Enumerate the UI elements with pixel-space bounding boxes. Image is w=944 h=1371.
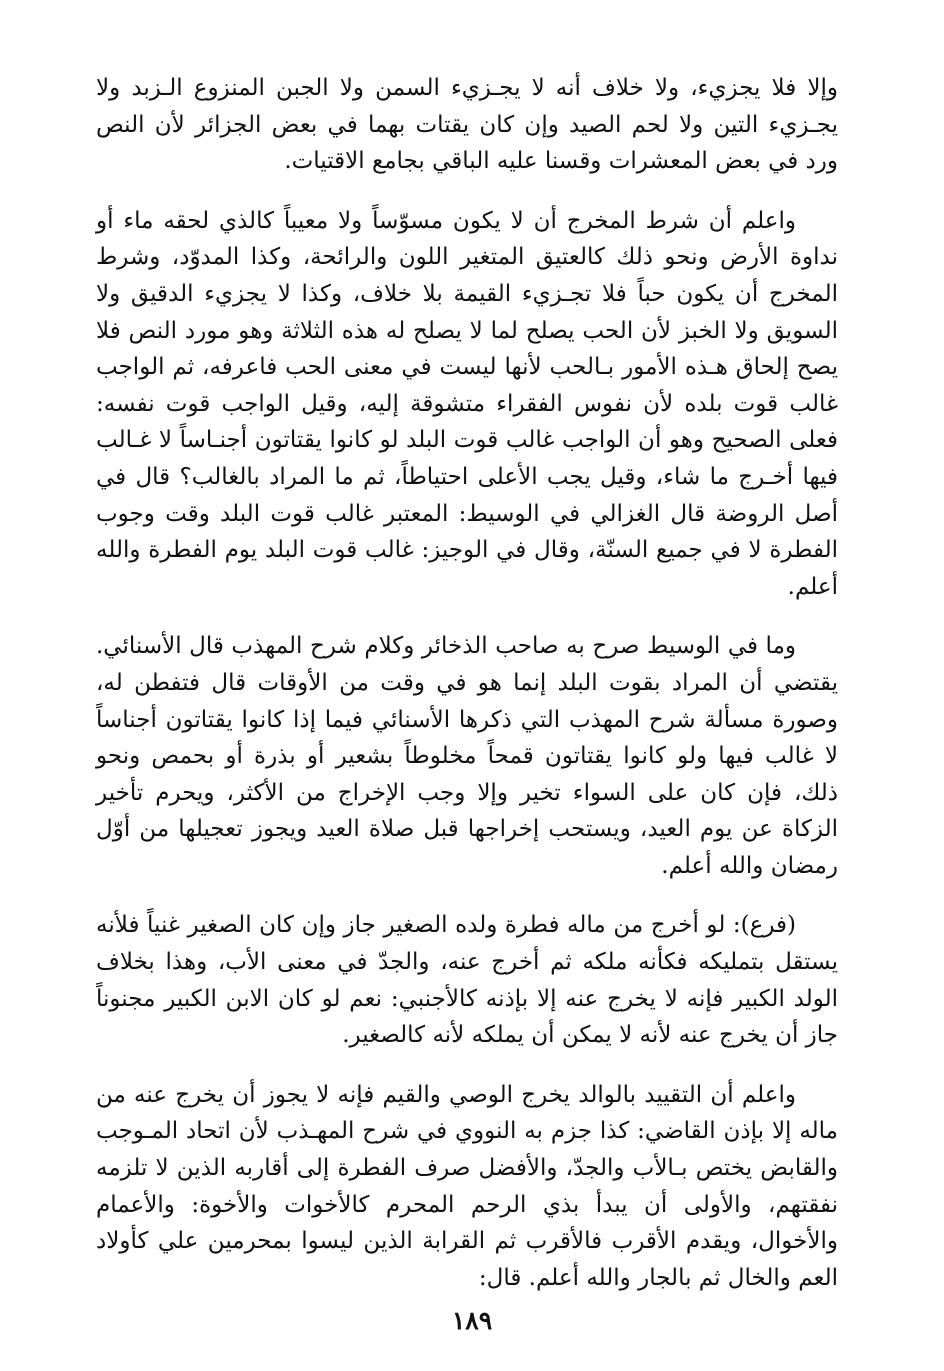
page-body-text	[96, 70, 838, 1321]
paragraph: وما في الوسيط صرح به صاحب الذخائر وكلام شرح المهذب قال الأسنائي. يقتضي أن المراد بقوت البلد إنما هو في وقت من الأوقات قال فتفطن له، وصورة مسألة شرح المهذب التي ذكرها الأسنائي فيما إذا كانوا يقتاتون أجناساً لا غالب فيها ولو كانوا يقتاتون قمحاً مخلوطاً بشعير أو بذرة أو بحمص ونحو ذلك، فإن كان على السواء تخير وإلا وجب الإخراج من الأكثر، ويحرم تأخير الزكاة عن يوم العيد، ويستحب إخراجها قبل صلاة العيد ويجوز تعجيلها من أوّل رمضان والله أعلم.	[96, 633, 838, 879]
paragraph: واعلم أن شرط المخرج أن لا يكون مسوّساً ولا معيباً كالذي لحقه ماء أو نداوة الأرض ونحو ذلك كالعتيق المتغير اللون والرائحة، وكذا المدوّد، وشرط المخرج أن يكون حباً فلا تجـزيء القيمة بلا خلاف، وكذا لا يجزيء الدقيق ولا السويق ولا الخبز لأن الحب يصلح لما لا يصلح له هذه الثلاثة وهو مورد النص فلا يصح إلحاق هـذه الأمور بـالحب لأنها ليست في معنى الحب فاعرفه، ثم الواجب غالب قوت بلده لأن نفوس الفقراء متشوقة إليه، وقيل الواجب قوت نفسه: فعلى الصحيح وهو أن الواجب غالب قوت البلد لو كانوا يقتاتون أجنـاساً لا غـالب فيها أخـرج ما شاء، وقيل يجب الأعلى احتياطاً، ثم ما المراد بالغالب؟ قال في أصل الروضة قال الغزالي في الوسيط: المعتبر غالب قوت البلد وقت وجوب الفطرة لا في جميع السنّة، وقال في الوجيز: غالب قوت البلد يوم الفطرة والله أعلم.	[96, 207, 838, 600]
paragraph: وإلا فلا يجزيء، ولا خلاف أنه لا يجـزيء السمن ولا الجبن المنزوع الـزبد ولا يجـزيء التين ولا لحم الصيد وإن كان يقتات بهما في بعض الجزائر لأن النص ورد في بعض المعشرات وقسنا عليه الباقي بجامع الاقتيات.	[96, 75, 838, 175]
page-number: ١٨٩	[451, 1306, 493, 1335]
paragraph: واعلم أن التقييد بالوالد يخرج الوصي والقيم فإنه لا يجوز أن يخرج عنه من ماله إلا بإذن القاضي: كذا جزم به النووي في شرح المهـذب لأن اتحاد المـوجب والقابض يختص بـالأب والجدّ، والأفضل صرف الفطرة إلى أقاربه الذين لا تلزمه نفقتهم، والأولى أن يبدأ بذي الرحم المحرم كالأخوات والأخوة: والأعمام والأخوال، ويقدم الأقرب فالأقرب ثم القرابة الذين ليسوا بمحرمين علي كأولاد العم والخال ثم بالجار والله أعلم. قال:	[96, 1081, 838, 1291]
paragraph: (فرع): لو أخرج من ماله فطرة ولده الصغير جاز وإن كان الصغير غنياً فلأنه يستقل بتمليكه فكأنه ملكه ثم أخرج عنه، والجدّ في معنى الأب، وهذا بخلاف الولد الكبير فإنه لا يخرج عنه إلا بإذنه كالأجنبي: نعم لو كان الابن الكبير مجنوناً جاز أن يخرج عنه لأنه لا يمكن أن يملكه لأنه كالصغير.	[96, 912, 838, 1049]
